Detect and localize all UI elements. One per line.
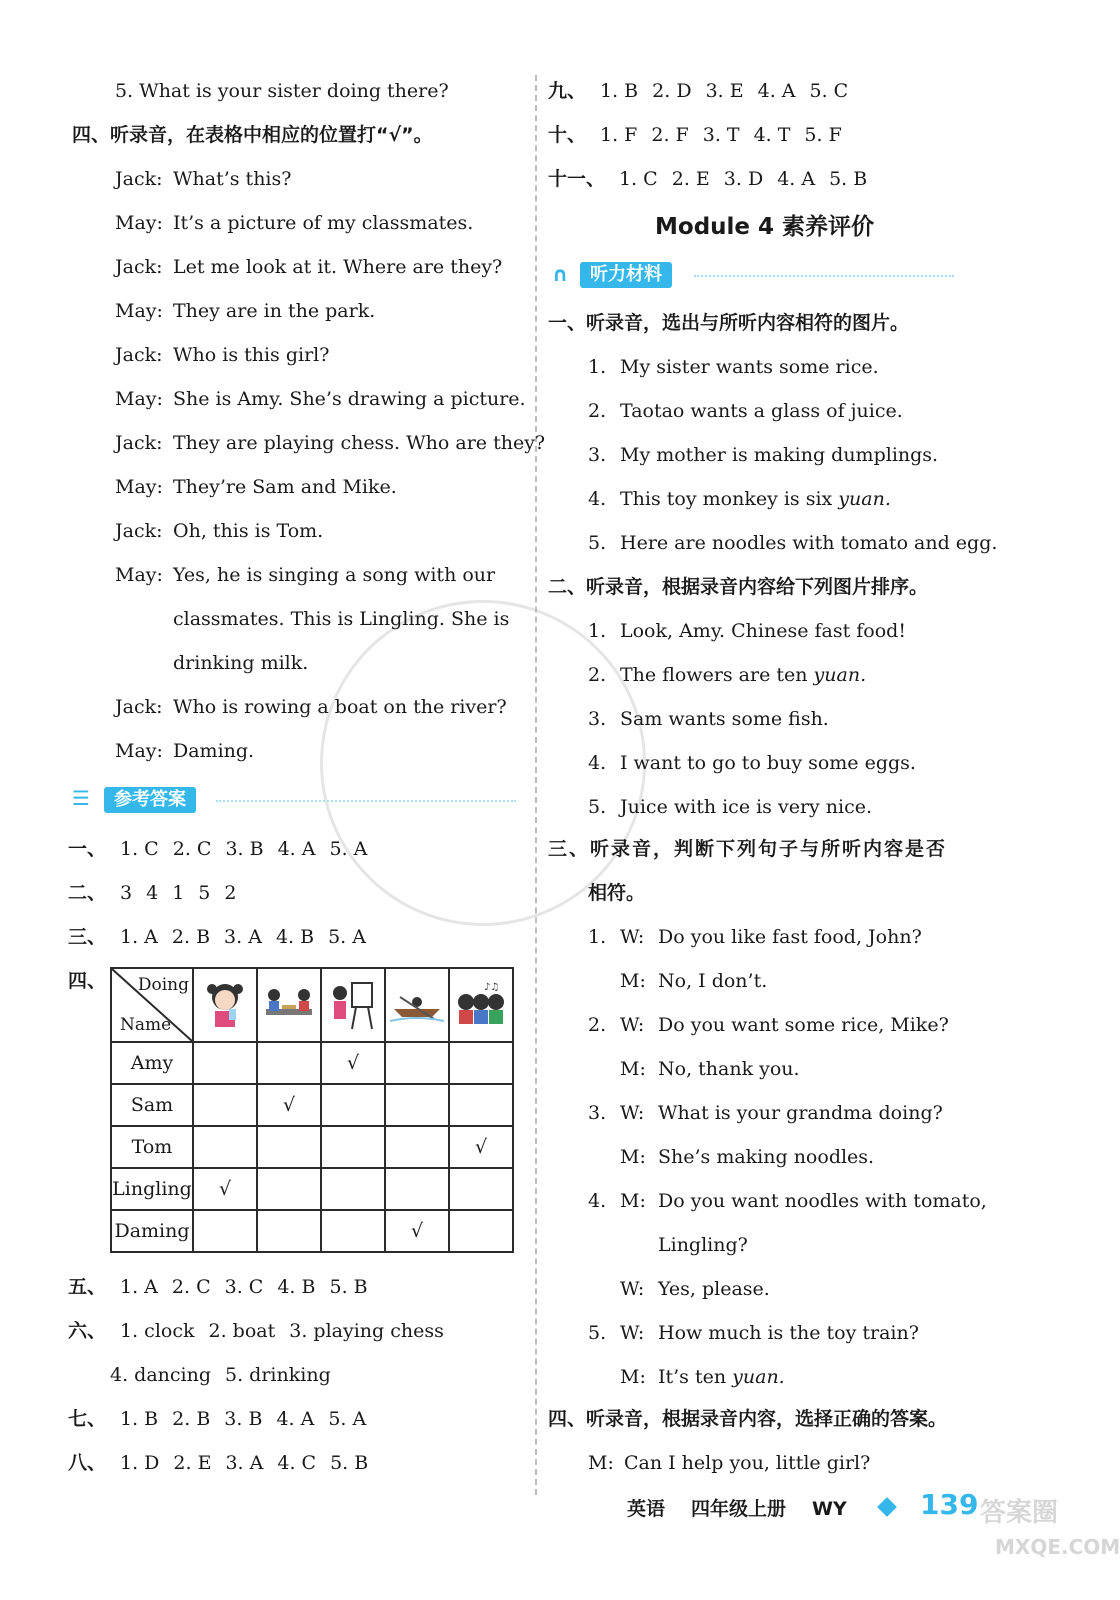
check-cell: [321, 1210, 385, 1252]
speaker: May:: [115, 388, 163, 410]
sec2-item: 5. Juice with ice is very nice.: [588, 796, 873, 818]
row-name: Lingling: [111, 1168, 193, 1210]
picture-rowing-boat: [385, 968, 449, 1042]
row-name: Amy: [111, 1042, 193, 1084]
chess-icon: [262, 983, 316, 1027]
check-cell: √: [257, 1084, 321, 1126]
answer-row-1: 一、 1. C 2. C 3. B 4. A 5. A: [68, 838, 368, 860]
row-name: Daming: [111, 1210, 193, 1252]
sec3-line: W: Yes, please.: [620, 1278, 770, 1300]
dialogue-text: Who is this girl?: [173, 344, 330, 366]
check-cell: [257, 1168, 321, 1210]
dialogue-text: Daming.: [173, 740, 255, 762]
sec1-item: 3. My mother is making dumplings.: [588, 444, 939, 466]
answer-row-2: 二、 3 4 1 5 2: [68, 882, 237, 904]
answers-icon: ☰: [72, 786, 90, 810]
sec3-line: M: She’s making noodles.: [620, 1146, 875, 1168]
answer-row-4-label: 四、: [68, 970, 107, 992]
check-cell: [257, 1126, 321, 1168]
speaker: May:: [115, 476, 163, 498]
listening-badge: 听力材料: [580, 262, 672, 288]
answer-row-3: 三、 1. A 2. B 3. A 4. B 5. A: [68, 926, 366, 948]
speaker: Jack:: [115, 344, 163, 366]
answer-row-7: 七、 1. B 2. B 3. B 4. A 5. A: [68, 1408, 367, 1430]
check-cell: [321, 1126, 385, 1168]
answer-row-6b: 4. dancing 5. drinking: [110, 1364, 331, 1386]
dialogue-line: [115, 342, 329, 368]
module-title: Module 4 素养评价: [655, 214, 875, 240]
dialogue-text: It’s a picture of my classmates.: [173, 212, 474, 234]
check-cell: [449, 1042, 513, 1084]
check-cell: [321, 1168, 385, 1210]
sec1-item: 5. Here are noodles with tomato and egg.: [588, 532, 998, 554]
check-cell: [257, 1042, 321, 1084]
sec3-line: 5. W: How much is the toy train?: [588, 1322, 919, 1344]
check-cell: [385, 1084, 449, 1126]
speaker: Jack:: [115, 696, 163, 718]
dialogue-line: [115, 430, 545, 456]
dialogue-text: classmates. This is Lingling. She is: [173, 608, 510, 630]
row-name: Tom: [111, 1126, 193, 1168]
dialogue-text: What’s this?: [173, 168, 292, 190]
picture-playing-chess: [257, 968, 321, 1042]
picture-drawing: [321, 968, 385, 1042]
speaker: Jack:: [115, 432, 163, 454]
answer-row-6: 六、 1. clock 2. boat 3. playing chess: [68, 1320, 444, 1342]
answer-row-5: 五、 1. A 2. C 3. C 4. B 5. B: [68, 1276, 368, 1298]
sec1-item: 2. Taotao wants a glass of juice.: [588, 400, 903, 422]
check-cell: [257, 1210, 321, 1252]
speaker: Jack:: [115, 256, 163, 278]
svg-text:♪♫: ♪♫: [484, 982, 500, 993]
header-name: Name: [120, 1015, 172, 1035]
dotted-rule: [694, 275, 954, 277]
section-3-title-cont: 相符。: [588, 882, 646, 904]
page-footer: [627, 1494, 873, 1521]
headphones-icon: ∩: [552, 262, 569, 286]
sec1-item: 4. This toy monkey is six yuan.: [588, 488, 891, 510]
singing-icon: [454, 980, 508, 1030]
sec3-line: M: It’s ten yuan.: [620, 1366, 785, 1388]
check-cell: [449, 1210, 513, 1252]
sec3-line: 2. W: Do you want some rice, Mike?: [588, 1014, 949, 1036]
table-header-cell: [111, 968, 193, 1042]
check-cell: [193, 1126, 257, 1168]
footer-subject: 英语: [627, 1498, 666, 1520]
dialogue-line: [115, 386, 526, 412]
row-name: Sam: [111, 1084, 193, 1126]
sec3-line: 3. W: What is your grandma doing?: [588, 1102, 943, 1124]
dialogue-line: [115, 166, 291, 192]
sec4-line: M: Can I help you, little girl?: [588, 1452, 871, 1474]
dialogue-line: [115, 650, 308, 676]
answer-table: [110, 967, 514, 1253]
check-cell: [385, 1042, 449, 1084]
footer-grade: 四年级上册: [691, 1498, 787, 1520]
speaker: May:: [115, 564, 163, 586]
sec3-line: 1. W: Do you like fast food, John?: [588, 926, 922, 948]
dialogue-line: [115, 562, 495, 588]
check-cell: [193, 1084, 257, 1126]
dialogue-line: [115, 738, 254, 764]
sec2-item: 4. I want to go to buy some eggs.: [588, 752, 916, 774]
sec2-item: 1. Look, Amy. Chinese fast food!: [588, 620, 906, 642]
dialogue-line: [115, 210, 473, 236]
table-row: [111, 1042, 513, 1084]
answer-row-11: 十一、 1. C 2. E 3. D 4. A 5. B: [548, 168, 868, 190]
dialogue-text: drinking milk.: [173, 652, 309, 674]
watermark-url: MXQE.COM: [995, 1535, 1120, 1559]
check-cell: √: [321, 1042, 385, 1084]
section-4-title: 四、听录音，在表格中相应的位置打“√”。: [72, 124, 433, 146]
sec2-item: 3. Sam wants some fish.: [588, 708, 829, 730]
answer-row-10: 十、 1. F 2. F 3. T 4. T 5. F: [548, 124, 842, 146]
table-row: [111, 1126, 513, 1168]
dialogue-text: Oh, this is Tom.: [173, 520, 324, 542]
sec3-line: Lingling?: [658, 1234, 748, 1256]
boat-icon: [390, 985, 444, 1025]
watermark-text: 答案圈: [980, 1498, 1059, 1528]
footer-edition: WY: [812, 1498, 847, 1520]
dialogue-text: They are in the park.: [173, 300, 376, 322]
dialogue-line: [115, 518, 323, 544]
check-cell: [449, 1084, 513, 1126]
girl-icon: [203, 979, 247, 1031]
page-number: 139: [920, 1488, 979, 1521]
sec3-line: 4. M: Do you want noodles with tomato,: [588, 1190, 987, 1212]
table-row: [111, 1084, 513, 1126]
check-cell: [385, 1168, 449, 1210]
dialogue-text: Let me look at it. Where are they?: [173, 256, 503, 278]
answers-badge: 参考答案: [104, 787, 196, 813]
table-row: [111, 1210, 513, 1252]
section-3-title: 三、听录音，判断下列句子与所听内容是否: [548, 838, 948, 860]
dialogue-text: Yes, he is singing a song with our: [173, 564, 496, 586]
check-cell: [449, 1168, 513, 1210]
check-cell: √: [385, 1210, 449, 1252]
section-4-right-title: 四、听录音，根据录音内容，选择正确的答案。: [548, 1408, 948, 1430]
answer-row-9: 九、 1. B 2. D 3. E 4. A 5. C: [548, 80, 849, 102]
sec2-item: 2. The flowers are ten yuan.: [588, 664, 867, 686]
check-cell: [385, 1126, 449, 1168]
section-2-title: 二、听录音，根据录音内容给下列图片排序。: [548, 576, 929, 598]
diamond-icon: [877, 1497, 897, 1517]
dotted-rule: [216, 800, 516, 802]
check-cell: [193, 1042, 257, 1084]
question-5: 5. What is your sister doing there?: [115, 80, 449, 102]
dialogue-text: Who is rowing a boat on the river?: [173, 696, 507, 718]
dialogue-line: [115, 298, 375, 324]
speaker: May:: [115, 740, 163, 762]
check-cell: [193, 1210, 257, 1252]
speaker: May:: [115, 300, 163, 322]
sec1-item: 1. My sister wants some rice.: [588, 356, 879, 378]
sec3-line: M: No, thank you.: [620, 1058, 800, 1080]
sec3-line: M: No, I don’t.: [620, 970, 768, 992]
section-1-title: 一、听录音，选出与所听内容相符的图片。: [548, 312, 910, 334]
table-row: [111, 1168, 513, 1210]
dialogue-text: They’re Sam and Mike.: [173, 476, 397, 498]
picture-singing: [449, 968, 513, 1042]
header-doing: Doing: [137, 975, 189, 995]
dialogue-line: [115, 606, 509, 632]
picture-girl-drinking: [193, 968, 257, 1042]
dialogue-line: [115, 254, 502, 280]
check-cell: [321, 1084, 385, 1126]
speaker: May:: [115, 212, 163, 234]
drawing-icon: [328, 977, 378, 1033]
speaker: Jack:: [115, 520, 163, 542]
dialogue-line: [115, 474, 397, 500]
dialogue-text: She is Amy. She’s drawing a picture.: [173, 388, 526, 410]
dialogue-line: [115, 694, 507, 720]
check-cell: √: [449, 1126, 513, 1168]
dialogue-text: They are playing chess. Who are they?: [173, 432, 546, 454]
speaker: Jack:: [115, 168, 163, 190]
check-cell: √: [193, 1168, 257, 1210]
answer-row-8: 八、 1. D 2. E 3. A 4. C 5. B: [68, 1452, 369, 1474]
